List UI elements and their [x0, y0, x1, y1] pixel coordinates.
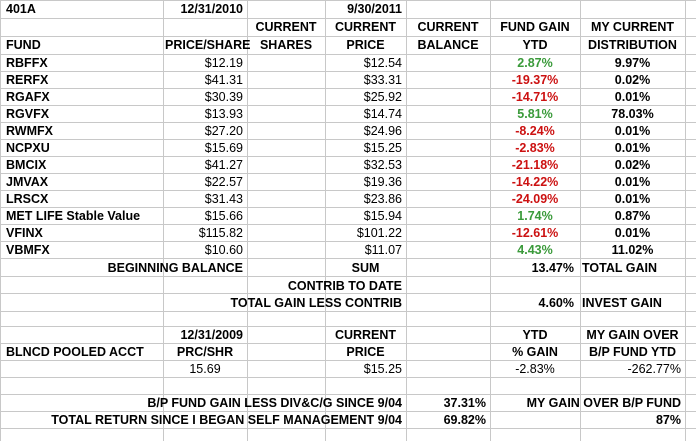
- fund-distribution[interactable]: 78.03%: [611, 107, 654, 121]
- fund-current-price[interactable]: $14.74: [363, 107, 402, 121]
- fund-name[interactable]: JMVAX: [6, 175, 49, 189]
- fund-gain-ytd[interactable]: -8.24%: [515, 124, 555, 138]
- fund-gain-ytd[interactable]: -2.83%: [515, 141, 555, 155]
- fund-price-2010[interactable]: $41.27: [204, 158, 243, 172]
- header-current-1[interactable]: CURRENT: [255, 20, 317, 34]
- pooled-price-value[interactable]: $15.25: [363, 362, 402, 376]
- sum-label[interactable]: SUM: [351, 261, 380, 275]
- fund-gain-ytd[interactable]: -14.71%: [511, 90, 559, 104]
- header-fund[interactable]: FUND: [6, 38, 41, 52]
- bp-fund-gain-value[interactable]: 37.31%: [443, 396, 486, 410]
- fund-name[interactable]: RERFX: [6, 73, 49, 87]
- fund-name[interactable]: RGVFX: [6, 107, 50, 121]
- fund-price-2010[interactable]: $13.93: [204, 107, 243, 121]
- header-date-2010[interactable]: 12/31/2010: [180, 2, 243, 16]
- fund-name[interactable]: BMCIX: [6, 158, 47, 172]
- fund-distribution[interactable]: 0.02%: [614, 73, 651, 87]
- my-gain-over-bp-value[interactable]: 87%: [655, 413, 681, 427]
- fund-gain-ytd[interactable]: -14.22%: [511, 175, 559, 189]
- pooled-pct-gain-header[interactable]: % GAIN: [512, 345, 558, 359]
- my-gain-over-bp-label[interactable]: MY GAIN OVER B/P FUND: [526, 396, 681, 410]
- fund-name[interactable]: MET LIFE Stable Value: [6, 209, 141, 223]
- fund-price-2010[interactable]: $22.57: [204, 175, 243, 189]
- fund-name[interactable]: VBMFX: [6, 243, 50, 257]
- header-fund-gain[interactable]: FUND GAIN: [500, 20, 570, 34]
- fund-name[interactable]: RGAFX: [6, 90, 50, 104]
- fund-current-price[interactable]: $33.31: [363, 73, 402, 87]
- fund-gain-ytd[interactable]: 1.74%: [517, 209, 553, 223]
- invest-gain-value[interactable]: 4.60%: [538, 296, 574, 310]
- fund-current-price[interactable]: $101.22: [356, 226, 402, 240]
- fund-price-2010[interactable]: $15.69: [204, 141, 243, 155]
- sum-value[interactable]: 13.47%: [531, 261, 574, 275]
- fund-current-price[interactable]: $11.07: [364, 243, 402, 257]
- pooled-price-header[interactable]: PRICE: [346, 345, 385, 359]
- fund-price-2010[interactable]: $10.60: [204, 243, 243, 257]
- fund-gain-ytd[interactable]: 5.81%: [517, 107, 553, 121]
- pooled-prc-value[interactable]: 15.69: [189, 362, 221, 376]
- beginning-balance-label[interactable]: BEGINNING BALANCE: [107, 261, 243, 275]
- sheet-title[interactable]: 401A: [6, 2, 36, 16]
- bp-fund-gain-label[interactable]: B/P FUND GAIN LESS DIV&C/G SINCE 9/04: [147, 396, 402, 410]
- fund-current-price[interactable]: $32.53: [363, 158, 402, 172]
- contrib-to-date-label[interactable]: CONTRIB TO DATE: [287, 279, 402, 293]
- pooled-pct-gain-value[interactable]: -2.83%: [515, 362, 555, 376]
- pooled-bp-fund-ytd-value[interactable]: -262.77%: [627, 362, 681, 376]
- fund-gain-ytd[interactable]: 4.43%: [517, 243, 553, 257]
- fund-price-2010[interactable]: $115.82: [198, 226, 243, 240]
- fund-distribution[interactable]: 0.01%: [614, 192, 651, 206]
- pooled-current-header[interactable]: CURRENT: [334, 328, 397, 342]
- grid-line: [0, 0, 1, 441]
- fund-gain-ytd[interactable]: -12.61%: [511, 226, 559, 240]
- fund-price-2010[interactable]: $12.19: [204, 56, 243, 70]
- pooled-my-gain-over-header[interactable]: MY GAIN OVER: [586, 328, 679, 342]
- fund-current-price[interactable]: $23.86: [363, 192, 402, 206]
- header-price-share[interactable]: PRICE/SHARE: [165, 38, 251, 52]
- header-my-current[interactable]: MY CURRENT: [590, 20, 675, 34]
- fund-current-price[interactable]: $15.25: [363, 141, 402, 155]
- header-date-2011[interactable]: 9/30/2011: [347, 2, 402, 16]
- fund-distribution[interactable]: 0.01%: [614, 175, 651, 189]
- pooled-account-name[interactable]: BLNCD POOLED ACCT: [6, 345, 144, 359]
- header-ytd[interactable]: YTD: [522, 38, 548, 52]
- header-shares[interactable]: SHARES: [259, 38, 313, 52]
- fund-distribution[interactable]: 0.02%: [614, 158, 651, 172]
- fund-name[interactable]: RWMFX: [6, 124, 53, 138]
- total-gain-less-contrib-label[interactable]: TOTAL GAIN LESS CONTRIB: [230, 296, 402, 310]
- pooled-ytd-header[interactable]: YTD: [522, 328, 548, 342]
- fund-price-2010[interactable]: $41.31: [204, 73, 243, 87]
- fund-distribution[interactable]: 0.01%: [614, 90, 651, 104]
- pooled-prc-shr-header[interactable]: PRC/SHR: [176, 345, 234, 359]
- fund-gain-ytd[interactable]: -19.37%: [511, 73, 559, 87]
- fund-gain-ytd[interactable]: -21.18%: [511, 158, 559, 172]
- fund-current-price[interactable]: $15.94: [363, 209, 402, 223]
- header-current-2[interactable]: CURRENT: [334, 20, 397, 34]
- total-return-value[interactable]: 69.82%: [443, 413, 486, 427]
- grid-line: [406, 0, 407, 441]
- grid-line: [247, 0, 248, 441]
- total-gain-label[interactable]: TOTAL GAIN: [582, 261, 657, 275]
- fund-gain-ytd[interactable]: -24.09%: [511, 192, 559, 206]
- fund-price-2010[interactable]: $31.43: [204, 192, 243, 206]
- header-price[interactable]: PRICE: [346, 38, 385, 52]
- fund-distribution[interactable]: 0.87%: [614, 209, 651, 223]
- fund-name[interactable]: RBFFX: [6, 56, 48, 70]
- fund-current-price[interactable]: $24.96: [363, 124, 402, 138]
- invest-gain-label[interactable]: INVEST GAIN: [582, 296, 662, 310]
- fund-distribution[interactable]: 11.02%: [611, 243, 654, 257]
- fund-current-price[interactable]: $19.36: [363, 175, 402, 189]
- total-return-label[interactable]: TOTAL RETURN SINCE I BEGAN SELF MANAGEMENT 9/04: [51, 413, 402, 427]
- fund-price-2010[interactable]: $30.39: [204, 90, 243, 104]
- fund-distribution[interactable]: 0.01%: [614, 124, 651, 138]
- fund-distribution[interactable]: 0.01%: [614, 141, 651, 155]
- fund-price-2010[interactable]: $15.66: [204, 209, 243, 223]
- pooled-date-2009[interactable]: 12/31/2009: [180, 328, 243, 342]
- fund-name[interactable]: LRSCX: [6, 192, 49, 206]
- header-current-3[interactable]: CURRENT: [417, 20, 479, 34]
- fund-distribution[interactable]: 9.97%: [614, 56, 651, 70]
- fund-gain-ytd[interactable]: 2.87%: [517, 56, 553, 70]
- fund-distribution[interactable]: 0.01%: [614, 226, 651, 240]
- fund-current-price[interactable]: $25.92: [363, 90, 402, 104]
- fund-name[interactable]: VFINX: [6, 226, 43, 240]
- header-distribution[interactable]: DISTRIBUTION: [588, 38, 677, 52]
- grid-line: [685, 0, 686, 441]
- fund-name[interactable]: NCPXU: [6, 141, 50, 155]
- pooled-bp-fund-ytd-header[interactable]: B/P FUND YTD: [588, 345, 677, 359]
- header-balance[interactable]: BALANCE: [417, 38, 479, 52]
- fund-current-price[interactable]: $12.54: [363, 56, 402, 70]
- fund-price-2010[interactable]: $27.20: [204, 124, 243, 138]
